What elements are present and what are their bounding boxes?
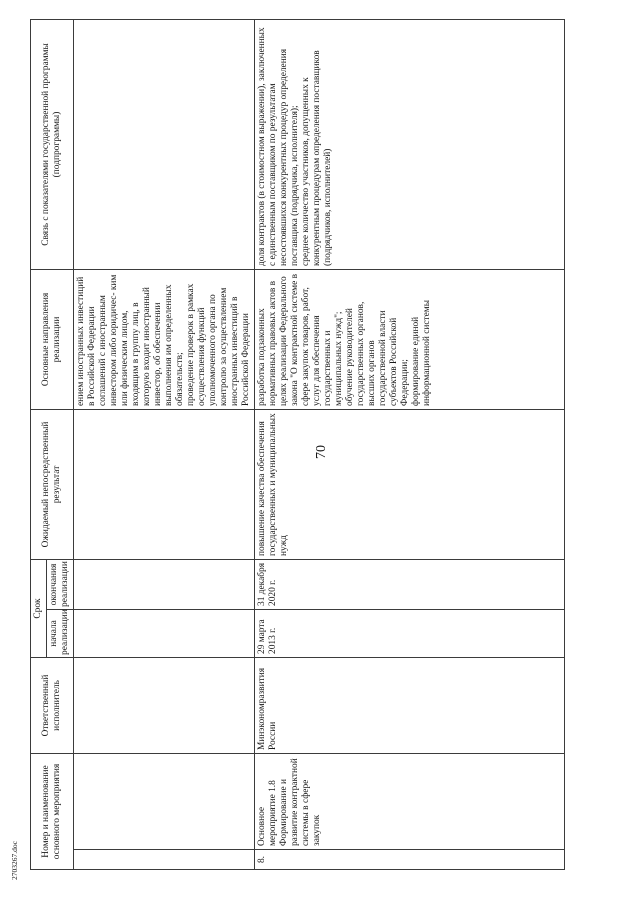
- cont-link-cell: [74, 19, 255, 269]
- table-row: [255, 19, 565, 869]
- header-executor: Ответственный исполнитель: [31, 657, 74, 753]
- row-executor: Минэкономразвития России: [255, 657, 565, 753]
- cont-directions-cell: ением иностранных инвестиций в Российской Федерации соглашений с иностранным инвестором либо юридичес- ким или физическим лицом, входящим в группу лиц, в которую входит иностранный инвестор, об обеспечении выполнения им определенных обязательств; проведение проверок в рамках осуществления функций уполномоченного органа по контролю за осуществлением иностранных инвестиций в Российской Федерации: [74, 269, 255, 409]
- program-events-table: [30, 19, 565, 870]
- row-number: 8.: [255, 850, 565, 870]
- cont-executor-cell: [74, 657, 255, 753]
- header-name: Номер и наименование основного мероприятия: [31, 753, 74, 869]
- row-result: повышение качества обеспечения государственных и муниципальных нужд: [255, 409, 565, 559]
- page-number: 70: [314, 445, 329, 459]
- header-directions: Основные направления реализации: [31, 269, 74, 409]
- cont-number-cell: [74, 850, 255, 870]
- rotated-table-area: [30, 20, 640, 870]
- footer-file-name: 2703267.doc: [10, 841, 19, 880]
- row-directions: разработка подзаконных нормативных правовых актов в целях реализации Федерального закона "О контрактной системе в сфере закупок товаров, работ, услуг для обеспечения государственных и муниципальных нужд"; обучение руководителей государственных органов, высших органов государственной власти субъектов Российской Федерации; формирование единой информационной системы: [255, 269, 565, 409]
- header-term-start: начала реализации: [47, 609, 74, 657]
- row-end: 31 декабря 2020 г.: [255, 559, 565, 609]
- cont-result-cell: [74, 409, 255, 559]
- header-term-end: окончания реализации: [47, 559, 74, 609]
- table-row-continuation: [74, 19, 255, 869]
- header-link: Связь с показателями государственной программы (подпрограммы): [31, 19, 74, 269]
- header-row: [31, 19, 47, 869]
- row-start: 29 марта 2013 г.: [255, 609, 565, 657]
- row-link: доля контрактов (в стоимостном выражении), заключенных с единственным поставщиком по результатам несостоявшихся конкурентных процедур определения поставщика (подрядчика, исполнителя); среднее количество участников, допущенных к конкурентным процедурам определения поставщиков (подрядчиков, исполнителей): [255, 19, 565, 269]
- cont-name-cell: [74, 753, 255, 849]
- row-name: Основное мероприятие 1.8 Формирование и развитие контрактной системы в сфере закупок: [255, 753, 565, 849]
- cont-end-cell: [74, 559, 255, 609]
- header-term: Срок: [31, 559, 47, 657]
- header-result: Ожидаемый непосредственный результат: [31, 409, 74, 559]
- cont-start-cell: [74, 609, 255, 657]
